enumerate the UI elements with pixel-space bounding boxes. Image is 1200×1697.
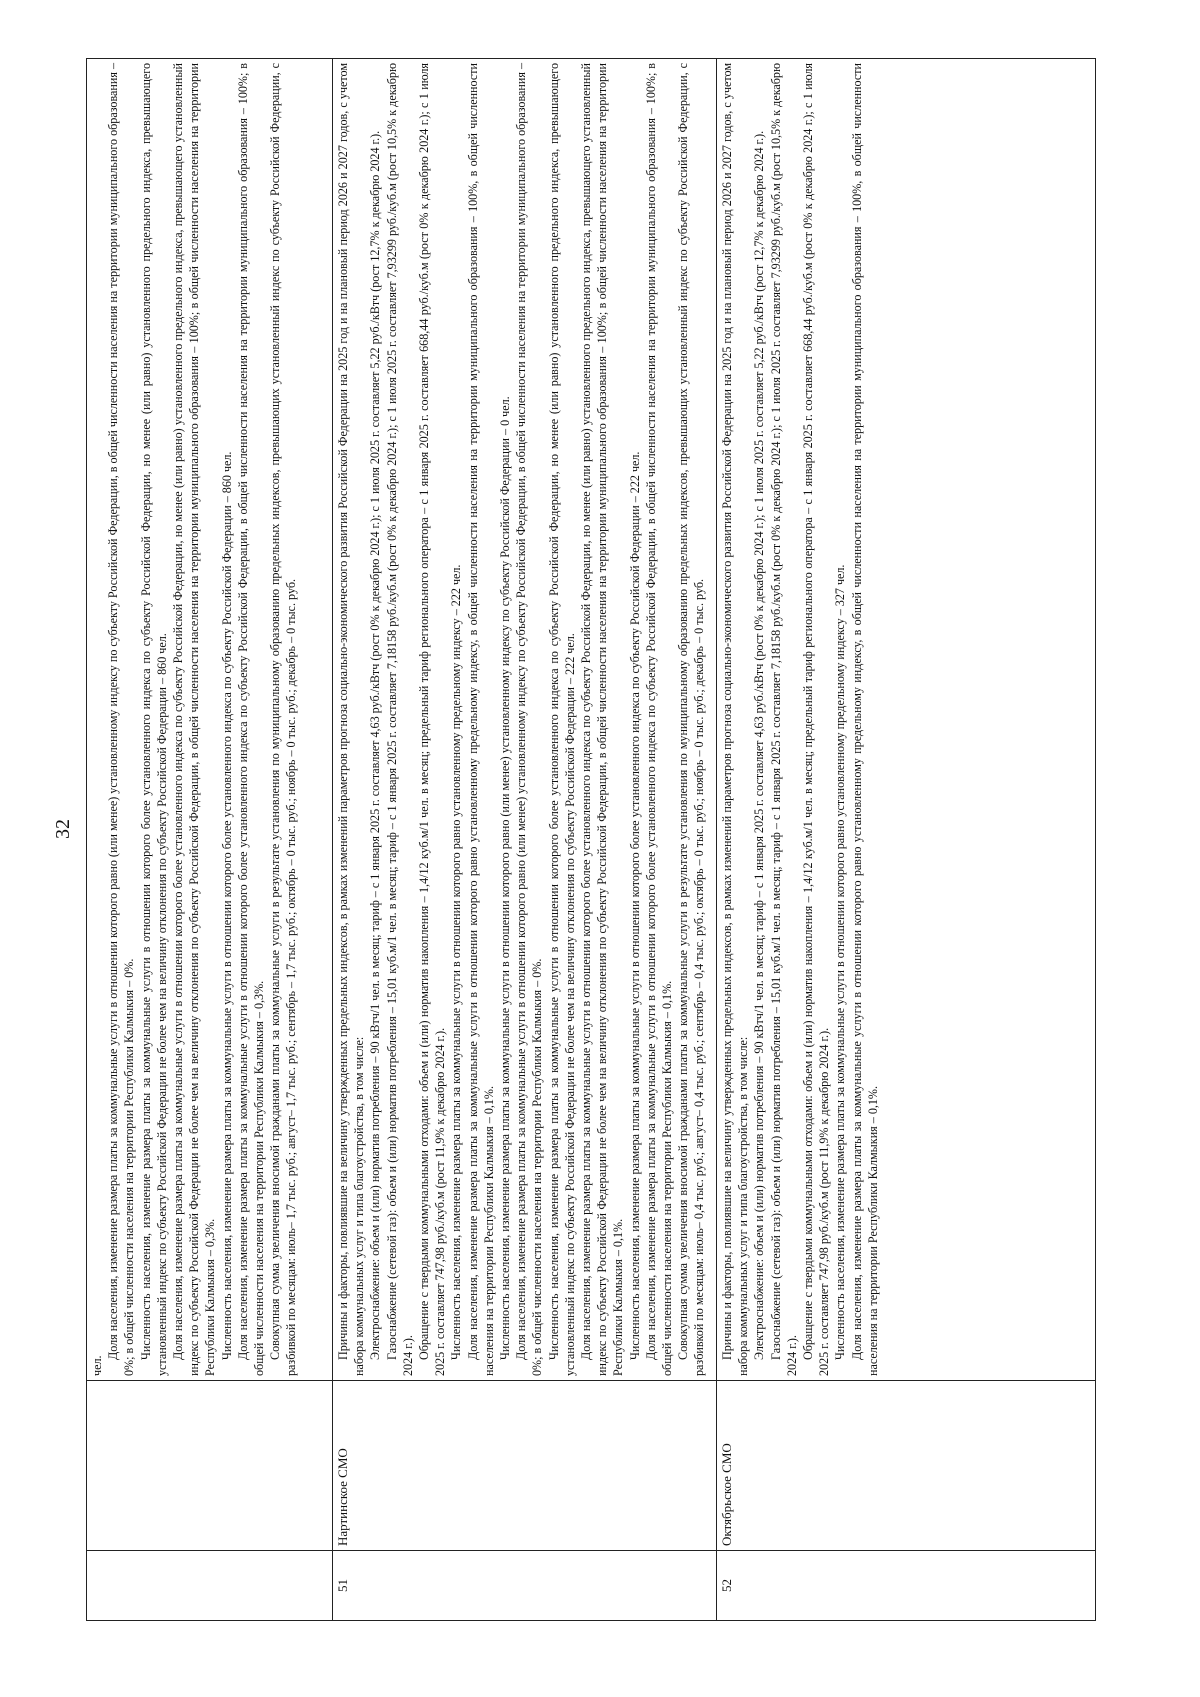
- indices-table: [86, 58, 1096, 1621]
- description-paragraph: Причины и факторы, повлиявшие на величину утвержденных предельных индексов, в рамках изменений параметров прогноза социально-экономического развития Российской Федерации на 2025 год и на плановый период 2026 и 2027 годов, с учетом набора коммунальных услуг и типа благоустройства, в том числе:: [720, 63, 751, 1376]
- description-paragraph: Доля населения, изменение размера платы за коммунальные услуги в отношении которого более установленного индекса по субъекту Российской Федерации, но менее (или равно) установленного предельного индекса, превышающего установленный индекс по субъекту Российской Федерации не более чем на величину отклонения по субъекту Российской Федерации, в общей численности населения на территории муниципального образования – 100%; в общей численности населения на территории Республики Калмыкия – 0,3%.: [171, 63, 218, 1376]
- description-paragraph: Доля населения, изменение размера платы за коммунальные услуги в отношении которого равно (или менее) установленному индексу по субъекту Российской Федерации, в общей численности населения на территории муниципального образования – 0%; в общей численности населения на территории Республики Калмыкия – 0%.: [106, 63, 137, 1376]
- description-paragraph: Численность населения, изменение размера платы за коммунальные услуги в отношении которого более установленного индекса по субъекту Российской Федерации – 222 чел.: [627, 451, 642, 1360]
- description-paragraph: Доля населения, изменение размера платы за коммунальные услуги в отношении которого более установленного индекса по субъекту Российской Федерации, но менее (или равно) установленного предельного индекса, превышающего установленный индекс по субъекту Российской Федерации не более чем на величину отклонения по субъекту Российской Федерации, в общей численности населения на территории муниципального образования – 100%; в общей численности населения на территории Республики Калмыкия – 0,1%.: [579, 63, 626, 1376]
- description-paragraph: Численность населения, изменение размера платы за коммунальные услуги в отношении которого равно установленному предельному индексу – 222 чел.: [449, 564, 464, 1360]
- municipality-name-cell: Октябрьское СМО: [717, 1381, 1096, 1551]
- description-paragraph: Обращение с твердыми коммунальными отходами: объем и (или) норматив накопления – 1,4/12 куб.м/1 чел. в месяц; предельный тариф регионального оператора – с 1 января 2025 г. составляет 668,44 руб./куб.м (рост 0% к декабрю 2024 г.); с 1 июля 2025 г. составляет 747,98 руб./куб.м (рост 11,9% к декабрю 2024 г.).: [801, 63, 832, 1376]
- description-paragraph: Доля населения, изменение размера платы за коммунальные услуги в отношении которого более установленного индекса по субъекту Российской Федерации, в общей численности населения на территории муниципального образования – 100%; в общей численности населения на территории Республики Калмыкия – 0,3%.: [235, 63, 267, 1376]
- description-paragraph: Причины и факторы, повлиявшие на величину утвержденных предельных индексов, в рамках изменений параметров прогноза социально-экономического развития Российской Федерации на 2025 год и на плановый период 2026 и 2027 годов, с учетом набора коммунальных услуг и типа благоустройства, в том числе:: [336, 63, 367, 1376]
- description-paragraph: Численность населения, изменение размера платы за коммунальные услуги в отношении которого равно установленному предельному индексу – 327 чел.: [833, 564, 848, 1360]
- description-paragraph: Доля населения, изменение размера платы за коммунальные услуги в отношении которого более установленного индекса по субъекту Российской Федерации, в общей численности населения на территории муниципального образования – 100%; в общей численности населения на территории Республики Калмыкия – 0,1%.: [643, 63, 675, 1376]
- description-paragraph: Численность населения, изменение размера платы за коммунальные услуги в отношении которого более установленного индекса по субъекту Российской Федерации, но менее (или равно) установленного предельного индекса, превышающего установленный индекс по субъекту Российской Федерации не более чем на величину отклонения по субъекту Российской Федерации – 860 чел.: [138, 63, 169, 1376]
- description-paragraph: Численность населения, изменение размера платы за коммунальные услуги в отношении которого равно (или менее) установленному индексу по субъекту Российской Федерации – 0 чел.: [498, 396, 513, 1360]
- description-paragraph: Обращение с твердыми коммунальными отходами: объем и (или) норматив накопления – 1,4/12 куб.м/1 чел. в месяц; предельный тариф регионального оператора – с 1 января 2025 г. составляет 668,44 руб./куб.м (рост 0% к декабрю 2024 г.); с 1 июля 2025 г. составляет 747,98 руб./куб.м (рост 11,9% к декабрю 2024 г.).: [417, 63, 448, 1376]
- description-paragraph: Доля населения, изменение размера платы за коммунальные услуги в отношении которого равно (или менее) установленному индексу по субъекту Российской Федерации, в общей численности населения на территории муниципального образования – 0%; в общей численности населения на территории Республики Калмыкия – 0%.: [514, 63, 545, 1376]
- description-paragraph: Электроснабжение: объем и (или) норматив потребления – 90 кВтч/1 чел. в месяц; тариф – с 1 января 2025 г. составляет 4,63 руб./кВтч (рост 0% к декабрю 2024 г.); с 1 июля 2025 г. составляет 5,22 руб./кВтч (рост 12,7% к декабрю 2024 г.).: [368, 130, 383, 1360]
- description-paragraph: Доля населения, изменение размера платы за коммунальные услуги в отношении которого равно установленному предельному индексу, в общей численности населения на территории муниципального образования – 100%, в общей численности населения на территории Республики Калмыкия – 0,1%.: [465, 63, 496, 1376]
- description-paragraph: Газоснабжение (сетевой газ): объем и (или) норматив потребления – 15,01 куб.м/1 чел. в месяц; тариф – с 1 января 2025 г. составляет 7,18158 руб./куб.м (рост 0% к декабрю 2024 г.); с 1 июля 2025 г. составляет 7,93299 руб./куб.м (рост 10,5% к декабрю 2024 г.).: [384, 63, 415, 1376]
- page-number: 32: [52, 819, 74, 839]
- description-paragraph: Совокупная сумма увеличения вносимой гражданами платы за коммунальные услуги в результате установления по муниципальному образованию предельных индексов, превышающих установленный индекс по субъекту Российской Федерации, с разбивкой по месяцам: июль– 0,4 тыс. руб.; август– 0,4 тыс. руб.; сентябрь – 0,4 тыс. руб.; октябрь – 0 тыс. руб.; ноябрь – 0 тыс. руб.; декабрь – 0 тыс. руб.: [676, 63, 707, 1376]
- description-cell: [87, 59, 333, 1381]
- row-number-cell: [87, 1551, 333, 1621]
- description-paragraph: Численность населения, изменение размера платы за коммунальные услуги в отношении которого более установленного индекса по субъекту Российской Федерации – 860 чел.: [219, 451, 234, 1360]
- description-paragraph: Доля населения, изменение размера платы за коммунальные услуги в отношении которого равно установленному предельному индексу, в общей численности населения на территории муниципального образования – 100%, в общей численности населения на территории Республики Калмыкия – 0,1%.: [849, 63, 880, 1376]
- row-number-cell: 52: [717, 1551, 1096, 1621]
- municipality-name-cell: Нартинское СМО: [333, 1381, 717, 1551]
- description-cell: [333, 59, 717, 1381]
- description-paragraph: Электроснабжение: объем и (или) норматив потребления – 90 кВтч/1 чел. в месяц; тариф – с 1 января 2025 г. составляет 4,63 руб./кВтч (рост 0% к декабрю 2024 г.); с 1 июля 2025 г. составляет 5,22 руб./кВтч (рост 12,7% к декабрю 2024 г.).: [752, 130, 767, 1360]
- description-paragraph: чел.: [90, 1355, 104, 1376]
- description-cell: [717, 59, 1096, 1381]
- table-row-continuation: [87, 59, 333, 1621]
- table-row-51: [333, 59, 717, 1621]
- municipality-name-cell: [87, 1381, 333, 1551]
- description-paragraph: Газоснабжение (сетевой газ): объем и (или) норматив потребления – 15,01 куб.м/1 чел. в месяц; тариф – с 1 января 2025 г. составляет 7,18158 руб./куб.м (рост 0% к декабрю 2024 г.); с 1 июля 2025 г. составляет 7,93299 руб./куб.м (рост 10,5% к декабрю 2024 г.).: [768, 63, 799, 1376]
- description-paragraph: Численность населения, изменение размера платы за коммунальные услуги в отношении которого более установленного индекса по субъекту Российской Федерации, но менее (или равно) установленного предельного индекса, превышающего установленный индекс по субъекту Российской Федерации не более чем на величину отклонения по субъекту Российской Федерации – 222 чел.: [546, 63, 577, 1376]
- row-number-cell: 51: [333, 1551, 717, 1621]
- table-row-52: [717, 59, 1096, 1621]
- description-paragraph: Совокупная сумма увеличения вносимой гражданами платы за коммунальные услуги в результате установления по муниципальному образованию предельных индексов, превышающих установленный индекс по субъекту Российской Федерации, с разбивкой по месяцам: июль– 1,7 тыс. руб.; август– 1,7 тыс. руб.; сентябрь – 1,7 тыс. руб.; октябрь – 0 тыс. руб.; ноябрь – 0 тыс. руб.; декабрь – 0 тыс. руб.: [268, 63, 299, 1376]
